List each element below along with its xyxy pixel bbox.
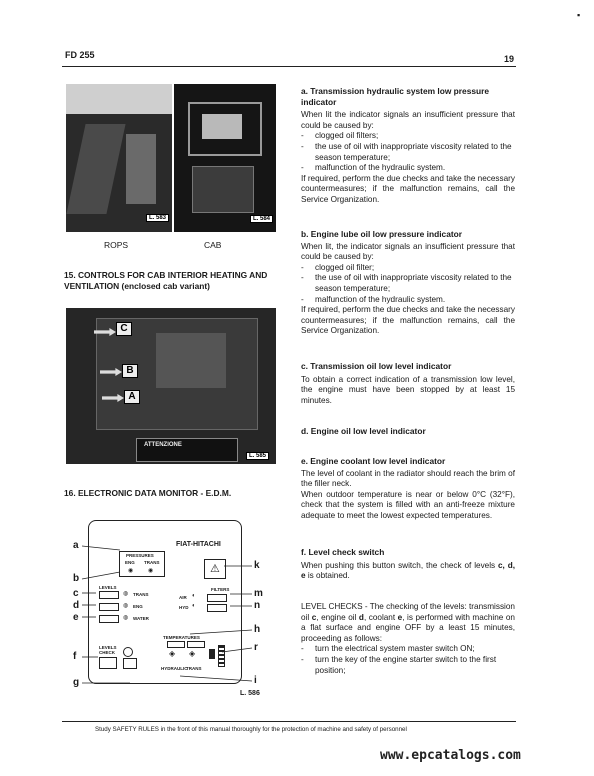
section-f-text-bold: c, d, e xyxy=(301,560,515,581)
section-a-list xyxy=(301,131,515,173)
edm-brand: FIAT-HITACHI xyxy=(176,541,221,548)
list-item: - malfunction of the hydraulic system. xyxy=(301,295,515,306)
section-d xyxy=(301,426,515,437)
level-checks-mid2: , coolant xyxy=(363,612,398,622)
footer-text: Study SAFETY RULES in the front of this manual thoroughly for the protection of machine and safety of personnel xyxy=(95,726,407,733)
levels-label: LEVELS xyxy=(99,585,117,590)
rops-photo-label: L. 583 xyxy=(146,214,169,222)
level-checks xyxy=(301,602,515,676)
callout-letter-c: c xyxy=(73,588,79,599)
callout-letter-k: k xyxy=(254,560,260,571)
air-filter-icon: ◐ xyxy=(192,593,196,599)
list-item: - the use of oil with inappropriate viscosity related to the season temperature; xyxy=(301,142,515,163)
section-e xyxy=(301,456,515,522)
warning-label: ATTENZIONE xyxy=(144,442,182,448)
section-f-text-pre: When pushing this button switch, the check of levels xyxy=(301,560,498,570)
list-item: - clogged oil filter; xyxy=(301,263,515,274)
section-a-intro: When lit the indicator signals an insufficient pressure that could be caused by: xyxy=(301,110,515,130)
temperatures-label: TEMPERATURES xyxy=(163,635,200,640)
section-e-text-2: When outdoor temperature is near or below 0°C (32°F), check that the system is filled with an anti-freeze mixture adequate to meet the lowest expected temperatures. xyxy=(301,489,515,520)
section-f-text-post: is obtained. xyxy=(305,571,350,581)
section-c-text: To obtain a correct indication of a transmission low level, the engine must have been stopped by at least 15 minutes. xyxy=(301,374,515,405)
pressures-label: PRESSURES xyxy=(126,553,154,558)
cab-photo-label: L. 584 xyxy=(250,215,273,223)
callout-letter-h: h xyxy=(254,624,261,635)
callout-a: A xyxy=(124,390,140,404)
list-item: - turn the electrical system master switch ON; xyxy=(301,644,515,655)
callout-letter-a: a xyxy=(73,540,79,551)
pressure-trans-label: TRANS xyxy=(144,560,160,565)
temp-hydraulic-label: HYDRAULIC xyxy=(161,666,188,671)
list-item: - turn the key of the engine starter switch to the first position; xyxy=(301,655,515,676)
section-15-heading: 15. CONTROLS FOR CAB INTERIOR HEATING AND VENTILATION (enclosed cab variant) xyxy=(64,270,268,291)
list-item: - clogged oil filters; xyxy=(301,131,515,142)
callout-letter-i: i xyxy=(254,675,257,686)
level-checks-post: , is performed with machine on a flat surface and engine OFF by a least 15 minutes, proceeding as follows: xyxy=(301,612,515,643)
trans-level-icon: ◍ xyxy=(123,591,129,597)
section-b-intro: When lit, the indicator signals an insufficient pressure that could be caused by: xyxy=(301,241,515,262)
section-b xyxy=(301,229,515,337)
callout-letter-r: r xyxy=(254,642,258,653)
level-checks-c: c xyxy=(311,612,317,622)
level-checks-list xyxy=(301,644,515,676)
section-f xyxy=(301,547,515,582)
level-checks-mid1: , engine oil xyxy=(316,612,359,622)
section-f-title: f. Level check switch xyxy=(301,547,385,557)
eng-level-icon: ◍ xyxy=(123,603,129,609)
cab-caption: CAB xyxy=(204,240,222,250)
section-f-text xyxy=(301,561,515,582)
section-16-heading: 16. ELECTRONIC DATA MONITOR - E.D.M. xyxy=(64,488,232,498)
callout-b: B xyxy=(122,364,138,378)
callout-letter-e: e xyxy=(73,612,79,623)
section-b-list xyxy=(301,263,515,305)
levels-check-label: LEVELS CHECK xyxy=(99,645,117,655)
section-a xyxy=(301,86,515,206)
section-c xyxy=(301,361,515,406)
callout-letter-d: d xyxy=(73,600,80,611)
water-level-icon: ◍ xyxy=(123,615,129,621)
edm-label: L. 586 xyxy=(240,690,260,697)
hyd-filter-icon: ◐ xyxy=(192,603,196,609)
document-model: FD 255 xyxy=(65,50,95,60)
callout-letter-n: n xyxy=(254,600,261,611)
level-water-label: WATER xyxy=(133,616,149,621)
callout-letter-m: m xyxy=(254,588,263,599)
section-b-outro: If required, perform the due checks and take the necessary countermeasures; if the malfunction remains, call the Service Organization. xyxy=(301,305,515,336)
callout-letter-b: b xyxy=(73,573,80,584)
level-trans-label: TRANS xyxy=(133,592,149,597)
callout-letter-f: f xyxy=(73,651,77,662)
level-checks-e: e xyxy=(397,612,403,622)
section-d-title: d. Engine oil low level indicator xyxy=(301,426,426,436)
website-watermark: www.epcatalogs.com xyxy=(380,748,521,763)
corner-mark: ‎▪ xyxy=(577,10,581,20)
callout-letter-g: g xyxy=(73,677,80,688)
list-item: - the use of oil with inappropriate viscosity related to the season temperature; xyxy=(301,273,515,294)
temp-hydraulic-icon: ◈ xyxy=(169,649,176,658)
level-checks-text xyxy=(301,602,515,644)
temp-trans-icon: ◈ xyxy=(189,649,196,658)
level-checks-pre: LEVEL CHECKS - The checking of the levels: transmission oil xyxy=(301,602,515,622)
filter-hyd-label: HYD xyxy=(179,605,189,610)
section-e-text-1: The level of coolant in the radiator should reach the brim of the filler neck. xyxy=(301,468,515,489)
filters-label: FILTERS xyxy=(211,587,230,592)
warning-triangle-icon: ⚠ xyxy=(210,563,220,575)
section-b-title: b. Engine lube oil low pressure indicator xyxy=(301,229,463,239)
callout-c: C xyxy=(116,322,132,336)
engine-oil-icon: ◉ xyxy=(128,568,134,574)
footer-rule xyxy=(62,721,516,722)
page-number: 19 xyxy=(504,54,515,64)
level-checks-d: d xyxy=(358,612,364,622)
section-a-outro: If required, perform the due checks and take the necessary countermeasures; if the malfunction remains, call the Service Organization. xyxy=(301,173,515,204)
trans-oil-icon: ◉ xyxy=(148,568,154,574)
controls-photo-label: L. 585 xyxy=(246,452,269,460)
list-item: - malfunction of the hydraulic system. xyxy=(301,163,515,174)
section-c-title: c. Transmission oil low level indicator xyxy=(301,361,452,371)
pressure-eng-label: ENG xyxy=(125,560,135,565)
level-eng-label: ENG xyxy=(133,604,143,609)
rops-caption: ROPS xyxy=(104,240,129,250)
temp-trans-label: TRANS xyxy=(186,666,202,671)
section-a-title: a. Transmission hydraulic system low pressure indicator xyxy=(301,86,490,107)
section-e-title: e. Engine coolant low level indicator xyxy=(301,456,446,466)
filter-air-label: AIR xyxy=(179,595,187,600)
